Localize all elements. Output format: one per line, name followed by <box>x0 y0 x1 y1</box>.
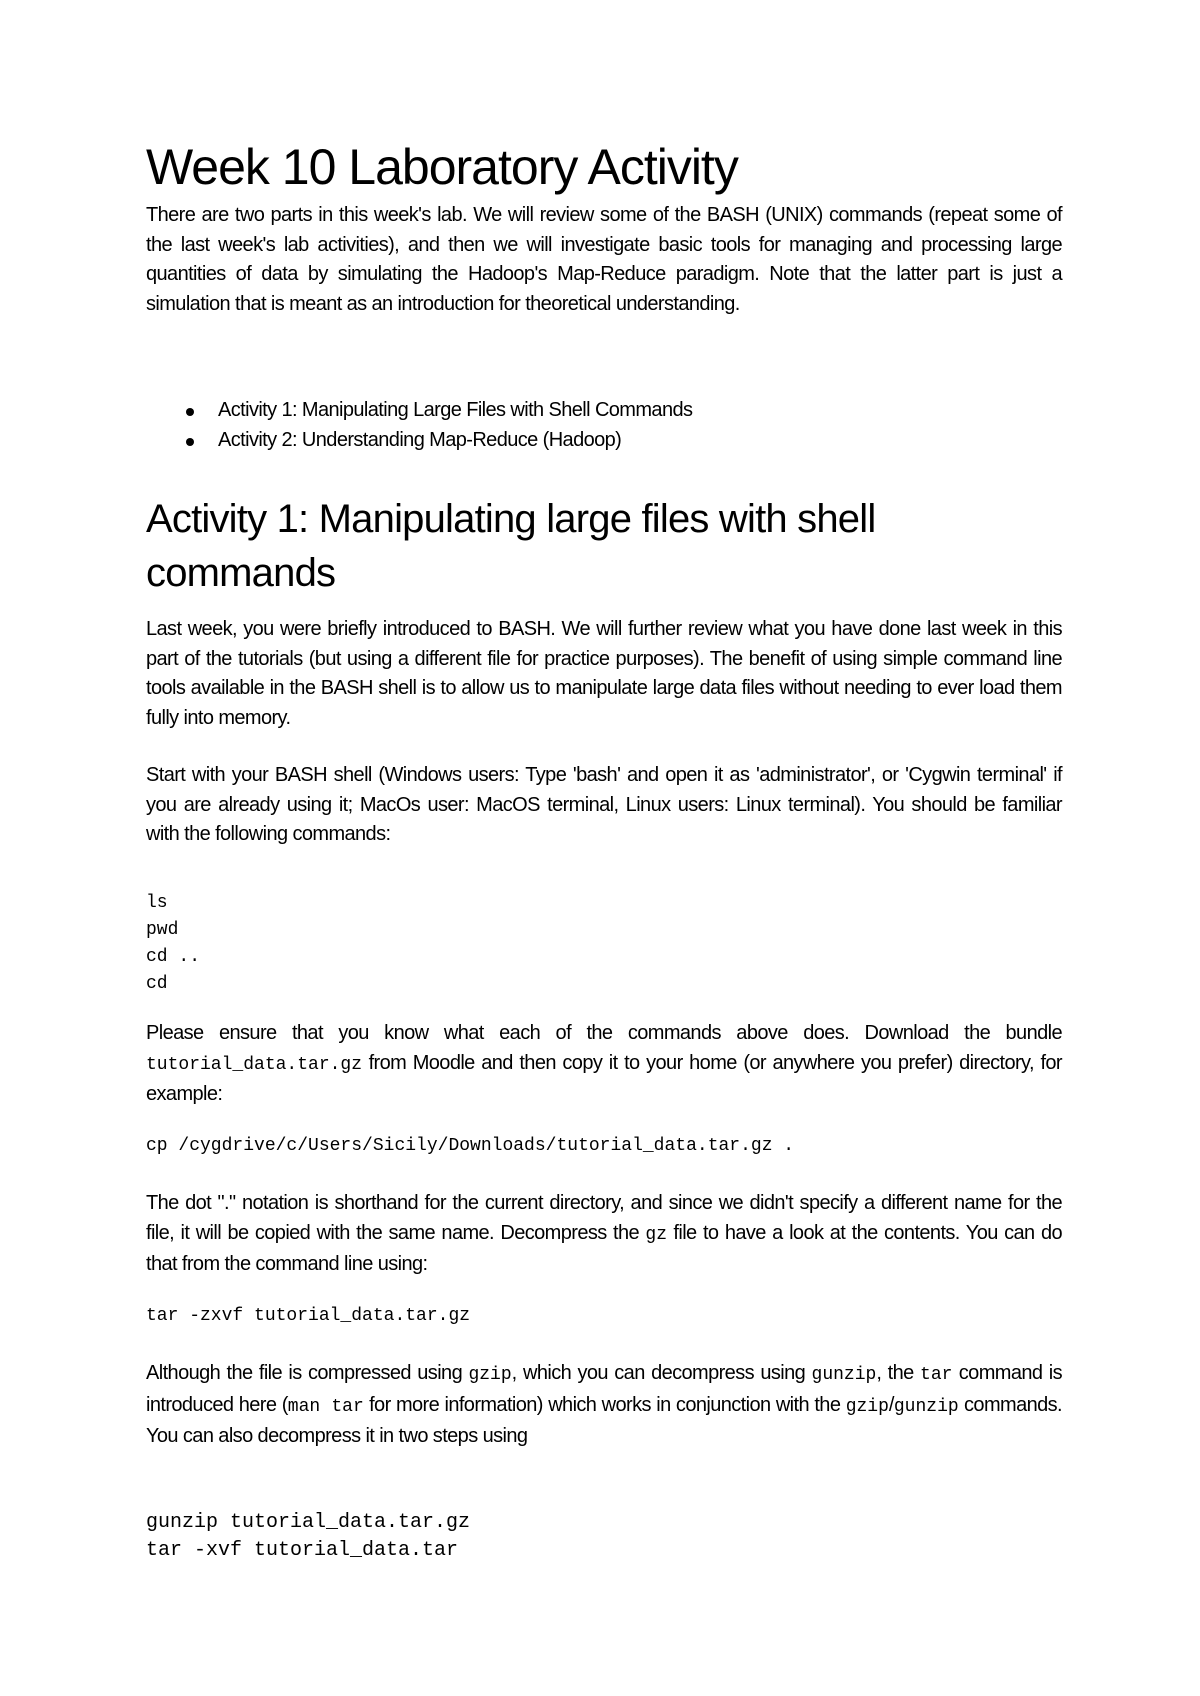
bullet-icon <box>186 438 194 446</box>
gz-code: gz <box>645 1224 668 1245</box>
text-run: file to have a look at the contents. You can do that from the command line using: <box>146 1221 1062 1275</box>
text-run: Please ensure that you know what each of the commands above does. Download the bundle <box>146 1022 1062 1044</box>
tar-xvf-command: tar -xvf tutorial_data.tar <box>146 1539 459 1562</box>
text-run: commands. You can also decompress it in two steps using <box>146 1393 1062 1447</box>
command-cd-up: cd .. <box>146 947 201 967</box>
tar-code: tar <box>920 1365 953 1385</box>
filename-code: tutorial_data.tar.gz <box>146 1054 363 1075</box>
gunzip-command: gunzip tutorial_data.tar.gz <box>146 1511 471 1534</box>
command-pwd: pwd <box>146 920 179 940</box>
list-item <box>146 426 692 456</box>
activity-2-label: Activity 2: Understanding Map-Reduce (Hadoop) <box>218 428 622 451</box>
tar-command: tar -zxvf tutorial_data.tar.gz <box>146 1306 471 1326</box>
man-tar-code: man tar <box>287 1396 364 1417</box>
two-step-commands <box>146 1509 470 1565</box>
text-run: Although the file is compressed using <box>146 1362 469 1384</box>
gzip-code: gzip <box>845 1396 889 1417</box>
copy-command: cp /cygdrive/c/Users/Sicily/Downloads/tutorial_data.tar.gz . <box>146 1136 795 1156</box>
gunzip-code: gunzip <box>811 1365 877 1385</box>
gzip-code: gzip <box>468 1365 512 1385</box>
text-run: from Moodle and then copy it to your home (or anywhere you prefer) directory, for example: <box>146 1051 1062 1105</box>
text-run: , which you can decompress using <box>511 1362 812 1384</box>
activity-1-heading: Activity 1: Manipulating large files with shell commands <box>146 497 876 595</box>
list-item <box>146 396 692 426</box>
decompress-paragraph <box>146 1359 1062 1452</box>
activity-1-intro: Last week, you were briefly introduced to BASH. We will further review what you have done last week in this part of the tutorials (but using a different file for practice purposes). The benefit of using simple command line tools available in the BASH shell is to allow us to manipulate large data files without needing to ever load them fully into memory. <box>146 618 1062 729</box>
activity-list <box>146 396 692 455</box>
bullet-icon <box>186 408 194 416</box>
activity-1-label: Activity 1: Manipulating Large Files with Shell Commands <box>218 399 693 421</box>
text-run: The dot "." notation is shorthand for the current directory, and since we didn't specify a different name for the file, it will be copied with the same name. Decompress the <box>146 1192 1062 1244</box>
download-paragraph <box>146 1019 1062 1110</box>
text-run: for more information) which works in conjunction with the <box>363 1393 846 1416</box>
text-run: , the <box>876 1362 921 1384</box>
basic-commands-block <box>146 890 200 998</box>
dot-notation-paragraph <box>146 1189 1062 1280</box>
command-cd: cd <box>146 974 168 994</box>
intro-paragraph: There are two parts in this week's lab. We will review some of the BASH (UNIX) commands (repeat some of the last week's lab activities), and then we will investigate basic tools for managing and processing large quantities of data by simulating the Hadoop's Map-Reduce paradigm. Note that the latter part is just a simulation that is meant as an introduction for theoretical understanding. <box>146 204 1062 315</box>
text-run: / <box>888 1393 894 1416</box>
command-ls: ls <box>146 893 168 913</box>
page-title: Week 10 Laboratory Activity <box>146 139 738 195</box>
shell-instructions: Start with your BASH shell (Windows users: Type 'bash' and open it as 'administrator', or 'Cygwin terminal' if you are already using it; MacOs user: MacOS terminal, Linux users: Linux terminal). You should be familiar with the following commands: <box>146 764 1062 845</box>
text-run: command is introduced here ( <box>146 1362 1062 1416</box>
gunzip-code: gunzip <box>893 1396 959 1417</box>
